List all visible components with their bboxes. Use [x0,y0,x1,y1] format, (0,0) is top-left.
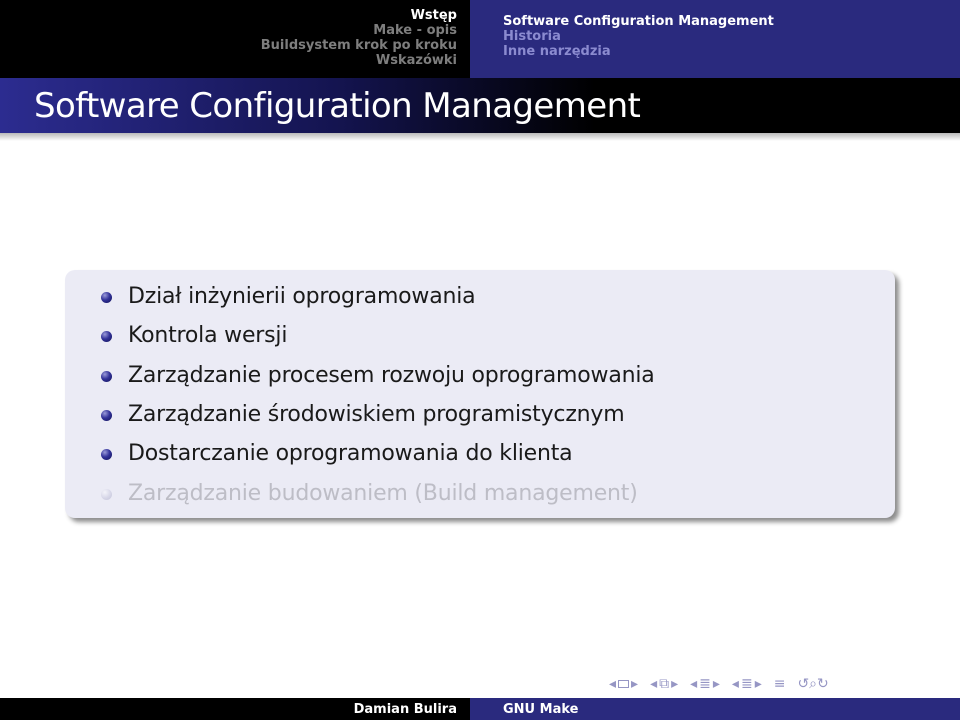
section-navigation [0,0,470,78]
bullet-ball-icon [101,292,112,303]
nav-subsection-scm[interactable]: Software Configuration Management [503,14,774,29]
navigation-symbols [608,674,830,694]
frame-title-bar [0,78,960,133]
navigation-bar [0,0,960,78]
search-back-forward-icon[interactable]: ↺⌕↻ [797,676,829,692]
align-icon[interactable]: ≡ [773,676,786,692]
footline [0,698,960,720]
next-slide-icon[interactable]: ▸ [631,676,639,692]
nav-section-wskazowki[interactable]: Wskazówki [375,53,457,68]
list-item-text: Zarządzanie procesem rozwoju oprogramowania [128,363,655,388]
nav-section-wstep[interactable]: Wstęp [410,8,457,23]
prev-frame-icon[interactable]: ◂ [650,676,658,692]
title-shadow [0,133,960,141]
content-block [65,270,895,518]
list-item [101,277,475,317]
bullet-ball-icon [101,449,112,460]
nav-subsection-historia[interactable]: Historia [503,29,561,44]
list-item-text: Zarządzanie budowaniem (Build management) [128,481,638,506]
frame-title: Software Configuration Management [34,86,641,126]
prev-section-icon[interactable]: ◂ [731,676,739,692]
nav-section-make-opis[interactable]: Make - opis [373,23,457,38]
next-section-icon[interactable]: ▸ [754,676,762,692]
section-icon[interactable]: ≣ [740,676,753,692]
list-item [101,395,624,435]
list-item-text: Kontrola wersji [128,323,288,348]
list-item [101,316,287,356]
footer-author: Damian Bulira [0,698,470,720]
bullet-ball-icon [101,371,112,382]
list-item [101,356,655,396]
subsection-icon[interactable]: ≣ [699,676,711,692]
nav-subsection-inne-narzedzia[interactable]: Inne narzędzia [503,44,611,59]
frame-icon[interactable]: ⧉ [659,676,670,692]
bullet-ball-icon [101,331,112,342]
prev-slide-icon[interactable]: ◂ [609,676,617,692]
nav-section-buildsystem[interactable]: Buildsystem krok po kroku [260,38,457,53]
footer-short-title: GNU Make [470,698,960,720]
slide-box-icon[interactable] [618,680,629,688]
list-item [101,434,572,474]
list-item-text: Dział inżynierii oprogramowania [128,284,476,309]
next-subsection-icon[interactable]: ▸ [712,676,720,692]
prev-subsection-icon[interactable]: ◂ [690,676,698,692]
list-item-uncovered [101,474,638,514]
bullet-ball-icon [101,489,112,500]
bullet-ball-icon [101,410,112,421]
list-item-text: Dostarczanie oprogramowania do klienta [128,441,573,466]
subsection-navigation [470,0,960,78]
next-frame-icon[interactable]: ▸ [671,676,679,692]
list-item-text: Zarządzanie środowiskiem programistycznym [128,402,625,427]
